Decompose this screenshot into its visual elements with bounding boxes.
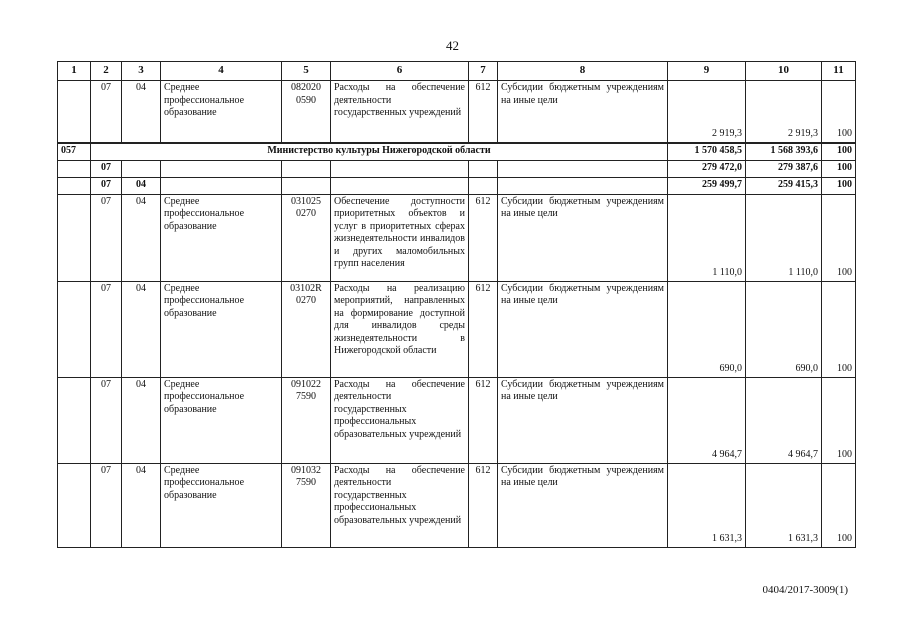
cell-actual: 1 110,0 bbox=[746, 194, 822, 281]
section-actual: 279 387,6 bbox=[746, 160, 822, 177]
section-code: 07 bbox=[91, 160, 122, 177]
column-header-4: 4 bbox=[161, 62, 282, 81]
document-id: 0404/2017-3009(1) bbox=[762, 584, 848, 596]
ministry-percent: 100 bbox=[822, 143, 856, 161]
cell-expense-name: Субсидии бюджетным учреждениям на иные цели bbox=[498, 377, 668, 463]
cell-section: 07 bbox=[91, 463, 122, 547]
column-header-9: 9 bbox=[668, 62, 746, 81]
section-row bbox=[58, 160, 856, 177]
table-row bbox=[58, 281, 856, 377]
cell-percent: 100 bbox=[822, 81, 856, 143]
ministry-plan: 1 570 458,5 bbox=[668, 143, 746, 161]
cell-percent: 100 bbox=[822, 463, 856, 547]
cell-target-code: 03102R 0270 bbox=[282, 281, 331, 377]
cell-percent: 100 bbox=[822, 281, 856, 377]
cell-subsection: 04 bbox=[122, 81, 161, 143]
subsection-code: 04 bbox=[122, 177, 161, 194]
cell-percent: 100 bbox=[822, 194, 856, 281]
budget-table bbox=[57, 61, 856, 548]
cell-subsection: 04 bbox=[122, 463, 161, 547]
table-row bbox=[58, 194, 856, 281]
column-header-10: 10 bbox=[746, 62, 822, 81]
column-header-3: 3 bbox=[122, 62, 161, 81]
cell-subsection-name: Среднее профессиональное образование bbox=[161, 81, 282, 143]
column-header-6: 6 bbox=[331, 62, 469, 81]
cell-target-code: 091032 7590 bbox=[282, 463, 331, 547]
cell-target-name: Расходы на обеспечение деятельности государственных учреждений bbox=[331, 81, 469, 143]
cell-subsection-name: Среднее профессиональное образование bbox=[161, 377, 282, 463]
cell-expense-type: 612 bbox=[469, 463, 498, 547]
header-row bbox=[58, 62, 856, 81]
column-header-11: 11 bbox=[822, 62, 856, 81]
subsection-row bbox=[58, 177, 856, 194]
cell-section: 07 bbox=[91, 377, 122, 463]
column-header-2: 2 bbox=[91, 62, 122, 81]
cell-target-name: Расходы на обеспечение деятельности государственных профессиональных образовательных учреждений bbox=[331, 463, 469, 547]
cell-plan: 1 631,3 bbox=[668, 463, 746, 547]
cell-expense-name: Субсидии бюджетным учреждениям на иные цели bbox=[498, 194, 668, 281]
ministry-name: Министерство культуры Нижегородской области bbox=[91, 143, 668, 161]
column-header-5: 5 bbox=[282, 62, 331, 81]
cell-percent: 100 bbox=[822, 377, 856, 463]
cell-plan: 690,0 bbox=[668, 281, 746, 377]
ministry-row bbox=[58, 143, 856, 161]
cell-subsection: 04 bbox=[122, 194, 161, 281]
cell-subsection-name: Среднее профессиональное образование bbox=[161, 194, 282, 281]
cell-section: 07 bbox=[91, 281, 122, 377]
cell-section: 07 bbox=[91, 81, 122, 143]
column-header-7: 7 bbox=[469, 62, 498, 81]
cell-plan: 1 110,0 bbox=[668, 194, 746, 281]
section-plan: 279 472,0 bbox=[668, 160, 746, 177]
cell-expense-name: Субсидии бюджетным учреждениям на иные цели bbox=[498, 463, 668, 547]
cell-c1 bbox=[58, 81, 91, 143]
cell-actual: 4 964,7 bbox=[746, 377, 822, 463]
cell-target-code: 031025 0270 bbox=[282, 194, 331, 281]
table-row bbox=[58, 81, 856, 143]
cell-plan: 2 919,3 bbox=[668, 81, 746, 143]
cell-expense-type: 612 bbox=[469, 377, 498, 463]
ministry-actual: 1 568 393,6 bbox=[746, 143, 822, 161]
table-row bbox=[58, 463, 856, 547]
cell-actual: 690,0 bbox=[746, 281, 822, 377]
cell-expense-type: 612 bbox=[469, 81, 498, 143]
cell-expense-type: 612 bbox=[469, 281, 498, 377]
cell-target-name: Расходы на обеспечение деятельности государственных профессиональных образовательных учреждений bbox=[331, 377, 469, 463]
subsection-section-code: 07 bbox=[91, 177, 122, 194]
subsection-percent: 100 bbox=[822, 177, 856, 194]
table-row bbox=[58, 377, 856, 463]
subsection-actual: 259 415,3 bbox=[746, 177, 822, 194]
cell-subsection-name: Среднее профессиональное образование bbox=[161, 463, 282, 547]
column-header-8: 8 bbox=[498, 62, 668, 81]
cell-target-name: Расходы на реализацию мероприятий, направленных на формирование доступной для инвалидов среды жизнедеятельности в Нижегородской области bbox=[331, 281, 469, 377]
cell-expense-name: Субсидии бюджетным учреждениям на иные цели bbox=[498, 81, 668, 143]
cell-actual: 1 631,3 bbox=[746, 463, 822, 547]
cell-plan: 4 964,7 bbox=[668, 377, 746, 463]
subsection-plan: 259 499,7 bbox=[668, 177, 746, 194]
cell-subsection: 04 bbox=[122, 281, 161, 377]
cell-subsection: 04 bbox=[122, 377, 161, 463]
cell-section: 07 bbox=[91, 194, 122, 281]
cell-actual: 2 919,3 bbox=[746, 81, 822, 143]
cell-target-name: Обеспечение доступности приоритетных объектов и услуг в приоритетных сферах жизнедеятельности инвалидов и других маломобильных групп населения bbox=[331, 194, 469, 281]
column-header-1: 1 bbox=[58, 62, 91, 81]
cell-target-code: 091022 7590 bbox=[282, 377, 331, 463]
page-number: 42 bbox=[446, 38, 459, 53]
cell-subsection-name: Среднее профессиональное образование bbox=[161, 281, 282, 377]
cell-expense-name: Субсидии бюджетным учреждениям на иные цели bbox=[498, 281, 668, 377]
section-percent: 100 bbox=[822, 160, 856, 177]
cell-expense-type: 612 bbox=[469, 194, 498, 281]
cell-target-code: 082020 0590 bbox=[282, 81, 331, 143]
ministry-code: 057 bbox=[58, 143, 91, 161]
